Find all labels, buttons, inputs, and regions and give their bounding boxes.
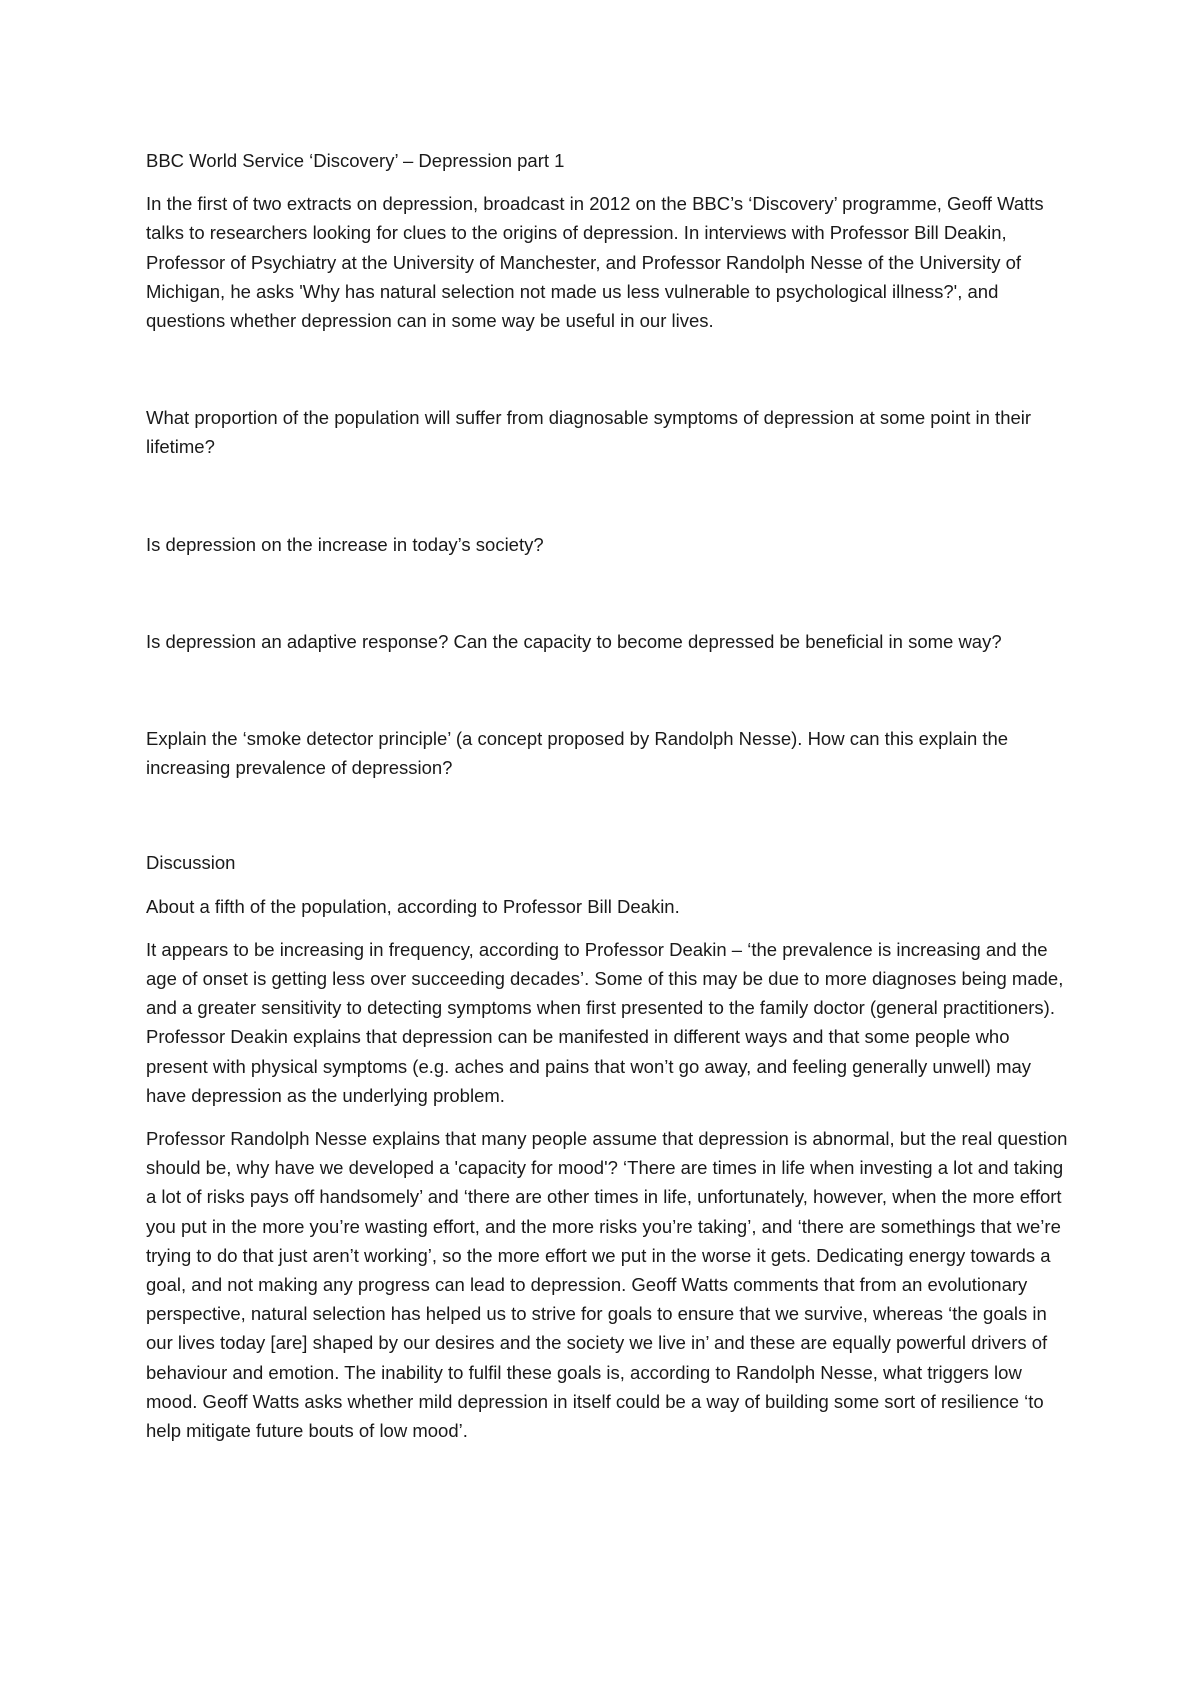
document-body	[146, 146, 1076, 1459]
answer-3: Professor Randolph Nesse explains that many people assume that depression is abnormal, but the real question should be, why have we developed a 'capacity for mood'? ‘There are times in life when investing a lot and taking a lot of risks pays off handsomely’ and ‘there are other times in life, unfortunately, however, when the more effort you put in the more you’re wasting effort, and the more risks you’re taking’, and ‘there are somethings that we’re trying to do that just aren’t working’, so the more effort we put in the worse it gets. Dedicating energy towards a goal, and not making any progress can lead to depression. Geoff Watts comments that from an evolutionary perspective, natural selection has helped us to strive for goals to ensure that we survive, whereas ‘the goals in our lives today [are] shaped by our desires and the society we live in’ and these are equally powerful drivers of behaviour and emotion. The inability to fulfil these goals is, according to Randolph Nesse, what triggers low mood. Geoff Watts asks whether mild depression in itself could be a way of building some sort of resilience ‘to help mitigate future bouts of low mood’.	[146, 1128, 1068, 1442]
intro-paragraph: In the first of two extracts on depression, broadcast in 2012 on the BBC’s ‘Discovery’ programme, Geoff Watts talks to researchers looking for clues to the origins of depression. In interviews with Professor Bill Deakin, Professor of Psychiatry at the University of Manchester, and Professor Randolph Nesse of the University of Michigan, he asks 'Why has natural selection not made us less vulnerable to psychological illness?', and questions whether depression can in some way be useful in our lives.	[146, 193, 1044, 332]
discussion-heading: Discussion	[146, 852, 236, 874]
question-2: Is depression on the increase in today’s society?	[146, 533, 544, 555]
answer-1: About a fifth of the population, according to Professor Bill Deakin.	[146, 895, 680, 917]
document-title: BBC World Service ‘Discovery’ – Depression part 1	[146, 150, 565, 171]
question-4: Explain the ‘smoke detector principle’ (a concept proposed by Randolph Nesse). How can this explain the increasing prevalence of depression?	[146, 728, 1009, 779]
question-3: Is depression an adaptive response? Can the capacity to become depressed be beneficial in some way?	[146, 630, 1002, 652]
question-1: What proportion of the population will suffer from diagnosable symptoms of depression at some point in their lifetime?	[146, 407, 1032, 458]
answer-2: It appears to be increasing in frequency, according to Professor Deakin – ‘the prevalence is increasing and the age of onset is getting less over succeeding decades’. Some of this may be due to more diagnoses being made, and a greater sensitivity to detecting symptoms when first presented to the family doctor (general practitioners). Professor Deakin explains that depression can be manifested in different ways and that some people who present with physical symptoms (e.g. aches and pains that won’t go away, and feeling generally unwell) may have depression as the underlying problem.	[146, 938, 1064, 1106]
